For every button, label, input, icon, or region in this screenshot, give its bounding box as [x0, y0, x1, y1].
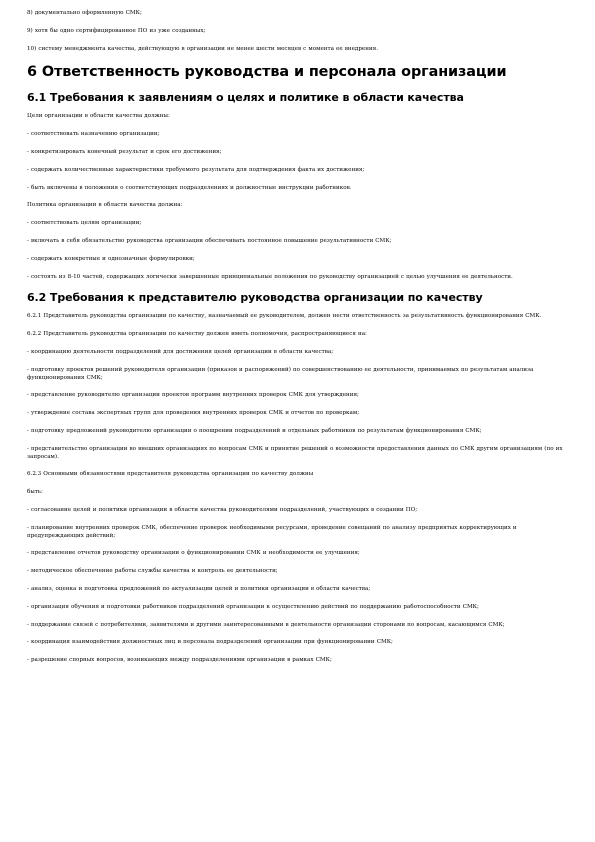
authority-item: - координацию деятельности подразделений для достижения целей организации в области качества;: [27, 348, 334, 355]
subsection-6-1-heading: 6.1 Требования к заявлениям о целях и политике в области качества: [27, 91, 464, 105]
goal-item: - содержать количественные характеристики требуемого результата для подтверждения факта их достижения;: [27, 166, 365, 173]
authority-item: - утверждение состава экспертных групп для проведения внутренних проверок СМК и отчетов по проверкам;: [27, 410, 360, 417]
section-6-heading: 6 Ответственность руководства и персонала организации: [27, 64, 507, 81]
duty-item: - поддержание связей с потребителями, заявителями и другими заинтересованными в деятельности организации сторонами по вопросам, касающимся СМК;: [27, 621, 505, 628]
policy-item: - соответствовать целям организации;: [27, 220, 142, 227]
goals-intro: Цели организации в области качества должны:: [27, 113, 170, 120]
list-item-intro-9: 9) хотя бы одно сертифицированное ПО из уже созданных;: [27, 27, 206, 34]
duty-item: - организация обучения и подготовки работников подразделений организации к осуществлению действий по поддержанию работоспособности СМК;: [27, 603, 479, 610]
goal-item: - конкретизировать конечный результат и срок его достижения;: [27, 148, 222, 155]
paragraph-6-2-2: 6.2.2 Представитель руководства организации по качеству должен иметь полномочия, распространяющиеся на:: [27, 331, 367, 338]
duty-item: - представление отчетов руководству организации о функционировании СМК и необходимости ее улучшения;: [27, 550, 360, 557]
duty-item: - разрешение спорных вопросов, возникающих между подразделениями организации в рамках СМК;: [27, 657, 332, 664]
list-item-intro-10: 10) систему менеджмента качества, действующую в организации не менее шести месяцев с момента ее внедрения.: [27, 45, 378, 52]
policy-item: - включать в себя обязательство руководства организации обеспечивать постоянное повышение результативности СМК;: [27, 237, 392, 244]
document-page: [27, 0, 572, 675]
duty-item: - согласование целей и политики организации в области качества руководителями подразделений, участвующих в создании ПО;: [27, 506, 418, 513]
duty-item: - анализ, оценка и подготовка предложений по актуализации целей и политики организации в области качества;: [27, 585, 371, 592]
subsection-6-2-heading: 6.2 Требования к представителю руководства организации по качеству: [27, 291, 483, 305]
policy-item: - состоять из 8-10 частей, содержащих логически завершенные принципиальные положения по руководству организацией с целью улучшения ее деятельности.: [27, 273, 513, 280]
policy-item: - содержать конкретные и однозначные формулировки;: [27, 255, 195, 262]
policy-intro: Политика организации в области качества должна:: [27, 202, 183, 209]
authority-item: - подготовку проектов решений руководителя организации (приказов и распоряжений) по совершенствованию ее деятельности, принимаемых по результатам анализа функционирования СМК;: [27, 366, 534, 381]
authority-item: - представление руководителю организации проектов программ внутренних проверок СМК для утверждения;: [27, 392, 359, 399]
goal-item: - соответствовать назначению организации;: [27, 131, 160, 138]
goal-item: - быть включены в положения о соответствующих подразделениях и должностные инструкции работников.: [27, 184, 352, 191]
duty-item: - планирование внутренних проверок СМК, обеспечение проверок необходимыми ресурсами, проведение совещаний по анализу предприятых корректирующих и предупреждающих действий;: [27, 524, 517, 539]
duty-item: - координация взаимодействия должностных лиц и персонала подразделений организации при функционировании СМК;: [27, 639, 393, 646]
authority-item: - подготовку предложений руководителю организации о поощрении подразделений и отдельных работников по результатам функционирования СМК;: [27, 427, 482, 434]
authority-item: - представительство организации во внешних организациях по вопросам СМК и принятие решений о возможности предоставления данных по СМК другим организациям (по их запросам).: [27, 445, 563, 460]
list-item-intro-8: 8) документально оформленную СМК;: [27, 10, 142, 16]
paragraph-6-2-1: 6.2.1 Представитель руководства организации по качеству, назначаемый ее руководителем, должен нести ответственность за результативность функционирования СМК.: [27, 313, 542, 320]
paragraph-6-2-3: 6.2.3 Основными обязанностями представителя руководства организации по качеству должны: [27, 471, 314, 478]
duty-item: - методическое обеспечение работы службы качества и контроль ее деятельности;: [27, 568, 278, 575]
paragraph-6-2-3-continuation: быть:: [27, 489, 43, 496]
